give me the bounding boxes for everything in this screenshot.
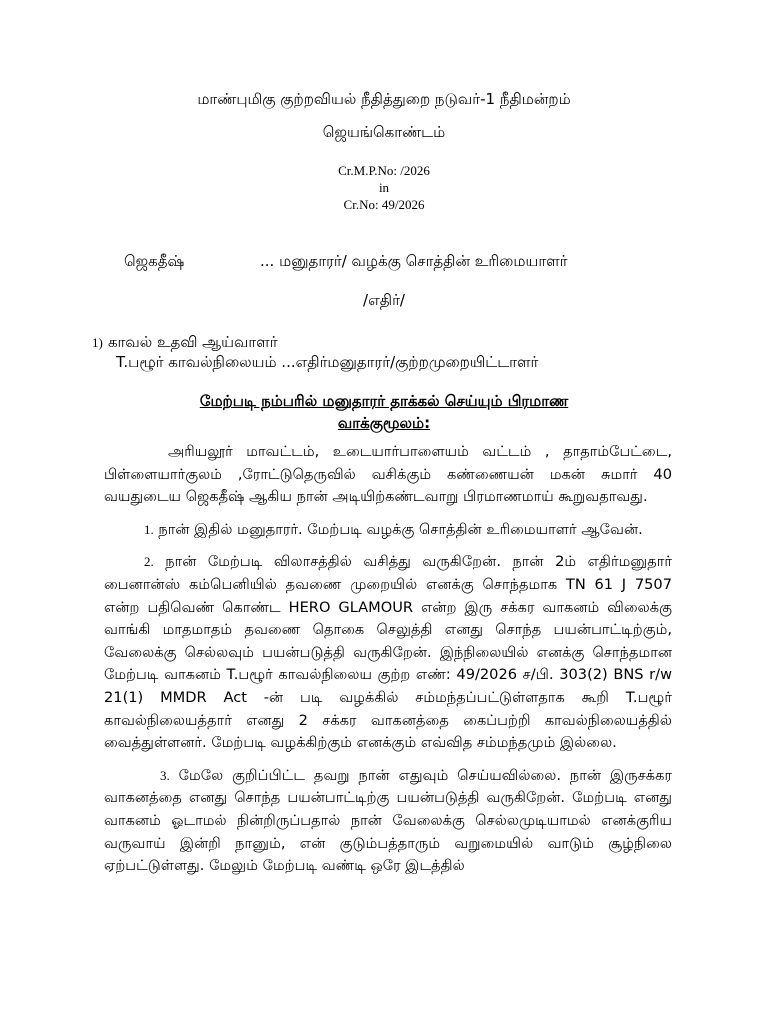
case-in: in [378, 180, 390, 195]
respondent-title: காவல் உதவி ஆய்வாளர் [107, 333, 278, 351]
point-text: நான் மேற்படி விலாசத்தில் வசித்து வருகிறேன். நான் 2ம் எதிர்மனுதார் பைனான்ஸ் கம்பெனியில் தவணை முறையில் எனக்கு சொந்தமாக TN 61 J 7507 என்ற பதிவெண் கொண்ட HERO GLAMOUR என்ற இரு சக்கர வாகனம் விலைக்கு வாங்கி மாதமாதம் தவணை தொகை செலுத்தி எனது சொந்த பயன்பாட்டிற்கும், வேலைக்கு செல்லவும் பயன்படுத்தி வருகிறேன். இந்நிலையில் எனக்கு சொந்தமான மேற்படி வாகனம் T.பழூர் காவல்நிலைய குற்ற எண்: 49/2026 ச/பி. 303(2) BNS r/w 21(1) MMDR Act -ன் படி வழக்கில் சம்மந்தப்பட்டுள்ளதாக கூறி T.பழூர் காவல்நிலையத்தார் எனது 2 சக்கர வாகனத்தை கைப்பற்றி காவல்நிலையத்தில் வைத்துள்ளனர். மேற்படி வழக்கிற்கும் எனக்கும் எவ்வித சம்மந்தமும் இல்லை. [104, 553, 672, 752]
court-place: ஜெயங்கொண்டம் [322, 123, 446, 141]
point-1 [104, 519, 672, 542]
point-text: நான் இதில் மனுதாரர். மேற்படி வழக்கு சொத்தின் உரிமையாளர் ஆவேன். [158, 520, 643, 538]
court-title: மாண்புமிகு குற்றவியல் நீதித்துறை நடுவர்-1 நீதிமன்றம் [197, 90, 571, 108]
intro-paragraph: அரியலூர் மாவட்டம், உடையார்பாளையம் வட்டம் , தாதாம்பேட்டை, பிள்ளையார்குலம் ,ரோட்டுதெருவில் வசிக்கும் கண்ணையன் மகன் சுமார் 40 வயதுடைய ஜெகதீஷ் ஆகிய நான் அடியிற்கண்டவாறு பிரமாணமாய் கூறுவதாவது. [104, 443, 672, 506]
point-number: 2. [144, 554, 154, 570]
respondent-station: T.பழூர் காவல்நிலையம் ...எதிர்மனுதாரர்/குற்றமுறையிட்டாளர் [116, 353, 539, 371]
point-number: 1. [144, 521, 154, 537]
point-text: மேலே குறிப்பிட்ட தவறு நான் எதுவும் செய்யவில்லை. நான் இருசக்கர வாகனத்தை எனது சொந்த பயன்பாட்டிற்கு பயன்படுத்தி வருகிறேன். மேற்படி எனது வாகனம் ஓடாமல் நின்றிருப்பதால் நான் வேலைக்கு செல்லமுடியாமல் எனக்குரிய வருவாய் இன்றி நானும், என் குடும்பத்தாரும் வறுமையில் வாடும் சூழ்நிலை ஏற்பட்டுள்ளது. மேலும் மேற்படி வண்டி ஒரே இடத்தில் [104, 766, 672, 875]
respondent-number: 1) [92, 335, 103, 350]
petitioner-name: ஜெகதீஷ் [124, 252, 185, 270]
petitioner-role: ... மனுதாரர்/ வழக்கு சொத்தின் உரிமையாளர் [260, 252, 568, 270]
point-3 [104, 765, 672, 878]
point-2 [104, 551, 672, 754]
respondent-1 [92, 332, 278, 353]
affidavit-heading-line2: வாக்குமூலம்: [337, 414, 431, 432]
crime-number: Cr.No: 49/2026 [343, 197, 425, 212]
point-number: 3. [160, 767, 170, 783]
crmp-number: Cr.M.P.No: /2026 [338, 163, 430, 178]
affidavit-heading-line1: மேற்படி நம்பரில் மனுதாரர் தாக்கல் செய்யும் பிரமாண [199, 392, 569, 410]
versus-label: /எதிர்/ [363, 291, 405, 309]
affidavit-body [104, 441, 672, 878]
